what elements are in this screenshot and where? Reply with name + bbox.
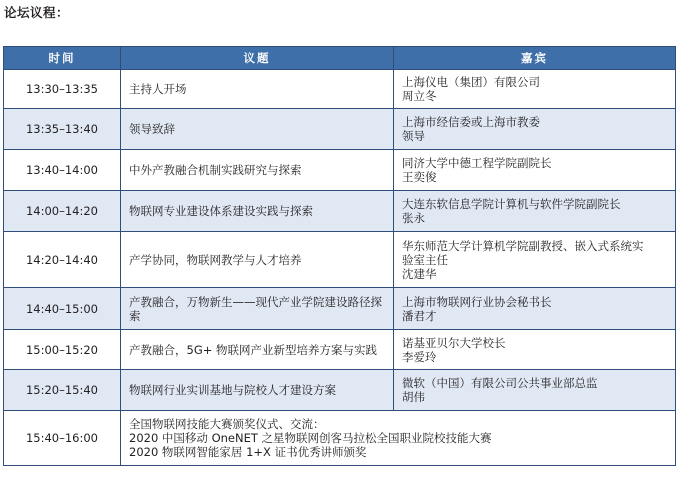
award-line: 2020 物联网智能家居 1+X 证书优秀讲师颁奖	[129, 445, 367, 459]
topic-cell: 领导致辞	[121, 109, 394, 150]
column-header-guest: 嘉宾	[394, 47, 676, 70]
time-cell: 13:35–13:40	[4, 109, 121, 150]
topic-cell: 产教融合，5G+ 物联网产业新型培养方案与实践	[121, 330, 394, 370]
guest-cell	[394, 109, 676, 150]
guest-cell	[394, 150, 676, 191]
table-row	[4, 191, 676, 232]
topic-cell: 物联网专业建设体系建设实践与探索	[121, 191, 394, 232]
column-header-topic: 议题	[121, 47, 394, 70]
topic-cell: 产学协同，物联网教学与人才培养	[121, 232, 394, 288]
guest-line: 上海市物联网行业协会秘书长	[402, 294, 552, 309]
table-row	[4, 370, 676, 411]
table-row	[4, 330, 676, 370]
guest-line: 张永	[402, 211, 425, 225]
guest-cell	[394, 232, 676, 288]
table-row	[4, 109, 676, 150]
time-cell: 13:30–13:35	[4, 70, 121, 109]
guest-line: 潘君才	[402, 308, 437, 323]
guest-line: 上海市经信委或上海市教委	[402, 115, 540, 129]
topic-cell: 物联网行业实训基地与院校人才建设方案	[121, 370, 394, 411]
time-cell: 15:40–16:00	[4, 411, 121, 466]
guest-line: 微软（中国）有限公司公共事业部总监	[402, 376, 598, 390]
topic-cell: 主持人开场	[121, 70, 394, 109]
agenda-table	[3, 46, 676, 466]
award-cell	[121, 411, 676, 466]
table-row	[4, 288, 676, 330]
guest-line: 上海仪电（集团）有限公司	[402, 75, 540, 89]
guest-cell	[394, 70, 676, 109]
time-cell: 14:20–14:40	[4, 232, 121, 288]
guest-line: 华东师范大学计算机学院副教授、嵌入式系统实	[402, 238, 644, 253]
topic-cell: 产教融合，万物新生——现代产业学院建设路径探索	[121, 288, 394, 330]
guest-line: 沈建华	[402, 266, 437, 281]
column-header-time: 时间	[4, 47, 121, 70]
guest-line: 胡伟	[402, 390, 425, 404]
topic-cell: 中外产教融合机制实践研究与探索	[121, 150, 394, 191]
guest-line: 大连东软信息学院计算机与软件学院副院长	[402, 197, 621, 211]
guest-line: 领导	[402, 129, 425, 143]
time-cell: 15:20–15:40	[4, 370, 121, 411]
table-row	[4, 232, 676, 288]
guest-line: 诺基亚贝尔大学校长	[402, 335, 506, 350]
award-line: 全国物联网技能大赛颁奖仪式、交流：	[129, 417, 325, 431]
guest-cell	[394, 370, 676, 411]
table-row	[4, 70, 676, 109]
guest-line: 李爱玲	[402, 349, 437, 364]
table-row	[4, 150, 676, 191]
guest-cell	[394, 191, 676, 232]
page-title: 论坛议程：	[4, 5, 70, 20]
guest-cell	[394, 330, 676, 370]
guest-cell	[394, 288, 676, 330]
time-cell: 13:40–14:00	[4, 150, 121, 191]
guest-line: 同济大学中德工程学院副院长	[402, 156, 552, 170]
time-cell: 15:00–15:20	[4, 330, 121, 370]
table-header-row	[4, 47, 676, 70]
time-cell: 14:40–15:00	[4, 288, 121, 330]
guest-line: 王奕俊	[402, 170, 437, 184]
time-cell: 14:00–14:20	[4, 191, 121, 232]
table-row-final	[4, 411, 676, 466]
award-line: 2020 中国移动 OneNET 之星物联网创客马拉松全国职业院校技能大赛	[129, 431, 492, 445]
guest-line: 验室主任	[402, 252, 448, 267]
guest-line: 周立冬	[402, 89, 437, 103]
